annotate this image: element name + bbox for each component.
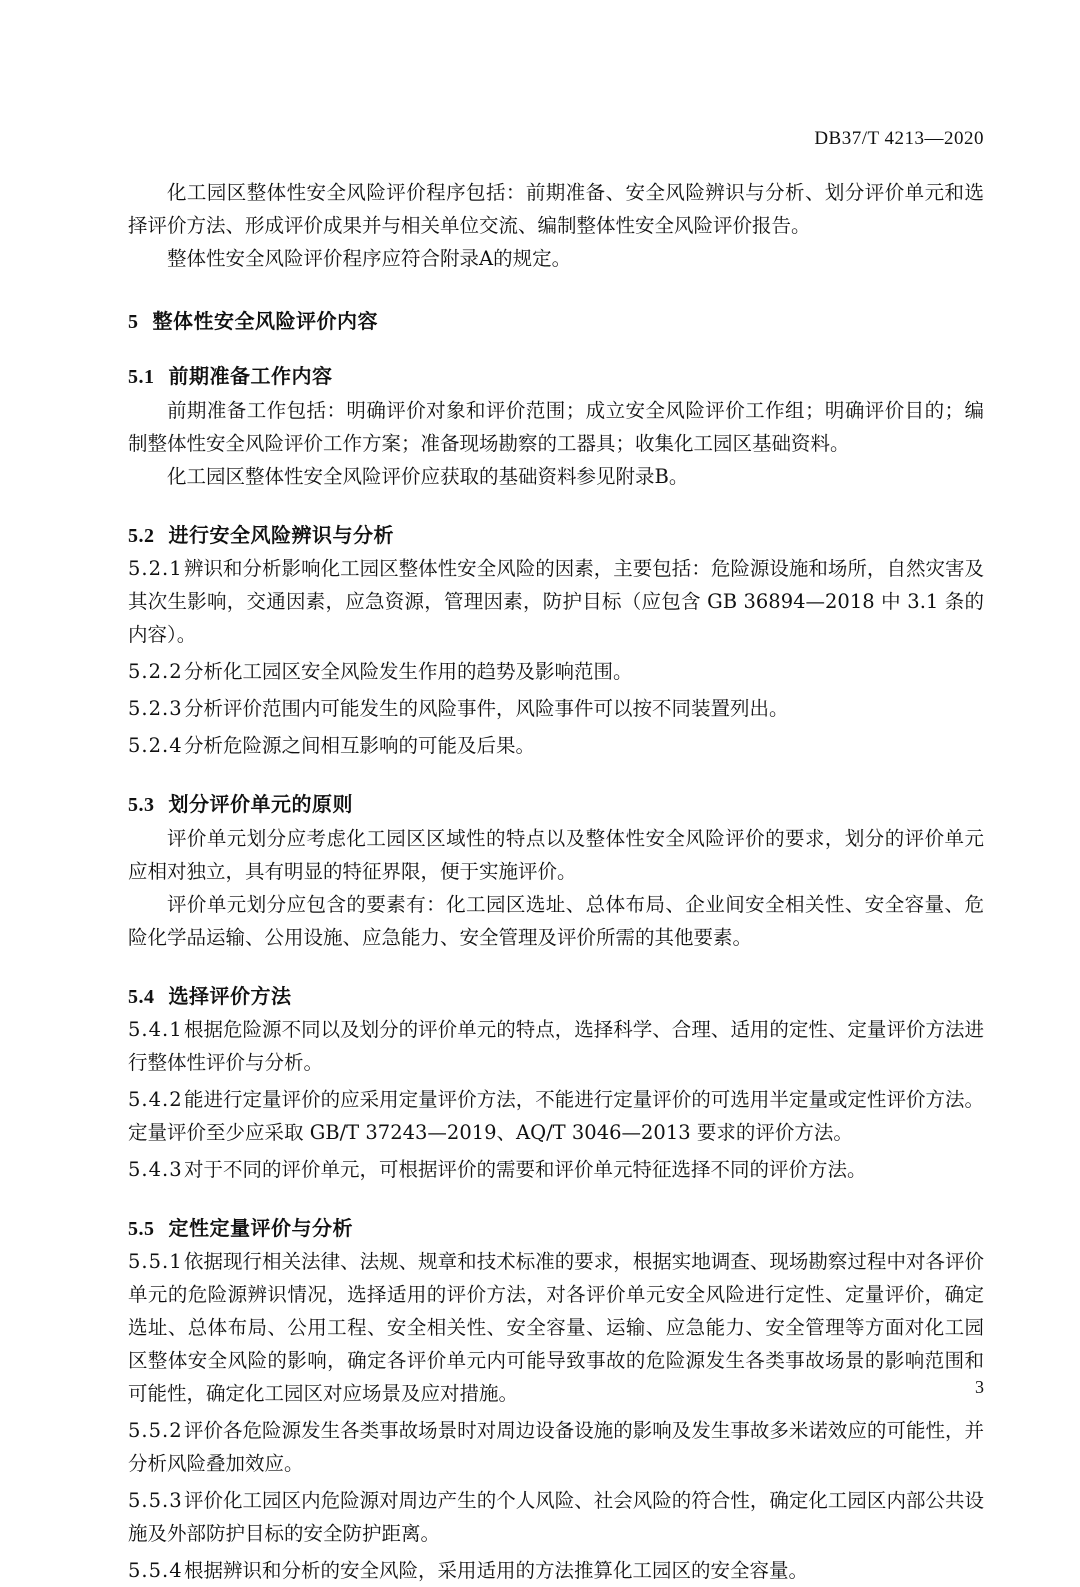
clause	[128, 1013, 984, 1079]
section-number-5-2: 5.2	[128, 525, 155, 547]
section-title-5-3: 划分评价单元的原则	[168, 792, 353, 816]
clause-text: 分析化工园区安全风险发生作用的趋势及影响范围。	[184, 660, 633, 683]
clause	[128, 729, 984, 762]
clause	[128, 1245, 984, 1410]
clause-number: 5.4.2	[128, 1088, 183, 1111]
clause-text: 根据辨识和分析的安全风险，采用适用的方法推算化工园区的安全容量。	[184, 1559, 809, 1582]
intro-paragraph-1: 化工园区整体性安全风险评价程序包括：前期准备、安全风险辨识与分析、划分评价单元和选择评价方法、形成评价成果并与相关单位交流、编制整体性安全风险评价报告。	[128, 181, 984, 237]
clause	[128, 552, 984, 651]
clause-number: 5.4.3	[128, 1158, 183, 1181]
section-heading-5-2	[128, 519, 984, 548]
clause	[128, 655, 984, 688]
clause	[128, 1083, 984, 1149]
clause-text: 评价化工园区内危险源对周边产生的个人风险、社会风险的符合性，确定化工园区内部公共设施及外部防护目标的安全防护距离。	[128, 1489, 984, 1545]
document-header: DB37/T 4213—2020	[814, 128, 984, 149]
paragraph: 评价单元划分应考虑化工园区区域性的特点以及整体性安全风险评价的要求，划分的评价单元应相对独立，具有明显的特征界限，便于实施评价。	[128, 827, 984, 883]
clause-text: 根据危险源不同以及划分的评价单元的特点，选择科学、合理、适用的定性、定量评价方法进行整体性评价与分析。	[128, 1018, 984, 1074]
section-heading-5-1	[128, 360, 984, 389]
section-5-1-body	[128, 394, 984, 493]
intro-paragraph-2: 整体性安全风险评价程序应符合附录A的规定。	[167, 247, 572, 270]
paragraph: 前期准备工作包括：明确评价对象和评价范围；成立安全风险评价工作组；明确评价目的；编制整体性安全风险评价工作方案；准备现场勘察的工器具；收集化工园区基础资料。	[128, 399, 984, 455]
clause	[128, 1484, 984, 1550]
section-title-5-2: 进行安全风险辨识与分析	[168, 523, 394, 547]
clause-text: 评价各危险源发生各类事故场景时对周边设备设施的影响及发生事故多米诺效应的可能性，并分析风险叠加效应。	[128, 1419, 984, 1475]
page-number: 3	[975, 1377, 984, 1397]
section-number-5: 5	[128, 311, 139, 333]
page-content	[128, 0, 984, 1587]
section-number-5-5: 5.5	[128, 1218, 155, 1240]
clause-number: 5.2.1	[128, 557, 183, 580]
clause-text: 依据现行相关法律、法规、规章和技术标准的要求，根据实地调查、现场勘察过程中对各评价单元的危险源辨识情况，选择适用的评价方法，对各评价单元安全风险进行定性、定量评价，确定选址、总体布局、公用工程、安全相关性、安全容量、运输、应急能力、安全管理等方面对化工园区整体安全风险的影响，确定各评价单元内可能导致事故的危险源发生各类事故场景的影响范围和可能性，确定化工园区对应场景及应对措施。	[128, 1250, 984, 1405]
clause	[128, 692, 984, 725]
clause-number: 5.5.4	[128, 1559, 183, 1582]
clause	[128, 1554, 984, 1587]
clause-number: 5.2.4	[128, 734, 183, 757]
clause-number: 5.5.3	[128, 1489, 183, 1512]
section-number-5-3: 5.3	[128, 794, 155, 816]
section-5-3-body	[128, 822, 984, 954]
section-title-5-1: 前期准备工作内容	[168, 364, 333, 388]
clause-number: 5.5.1	[128, 1250, 183, 1273]
clause-text: 对于不同的评价单元，可根据评价的需要和评价单元特征选择不同的评价方法。	[184, 1158, 867, 1181]
paragraph: 评价单元划分应包含的要素有：化工园区选址、总体布局、企业间安全相关性、安全容量、危险化学品运输、公用设施、应急能力、安全管理及评价所需的其他要素。	[128, 893, 984, 949]
section-heading-5-4	[128, 980, 984, 1009]
section-title-5-5: 定性定量评价与分析	[168, 1216, 353, 1240]
clause-text: 分析危险源之间相互影响的可能及后果。	[184, 734, 536, 757]
clause-text: 能进行定量评价的应采用定量评价方法，不能进行定量评价的可选用半定量或定性评价方法。定量评价至少应采取 GB/T 37243—2019、AQ/T 3046—2013 要求的评价方法。	[128, 1088, 984, 1144]
section-heading-5-3	[128, 788, 984, 817]
clause	[128, 1153, 984, 1186]
clause-number: 5.2.3	[128, 697, 183, 720]
clause-text: 分析评价范围内可能发生的风险事件，风险事件可以按不同装置列出。	[184, 697, 789, 720]
clause-text: 辨识和分析影响化工园区整体性安全风险的因素，主要包括：危险源设施和场所，自然灾害及其次生影响，交通因素，应急资源，管理因素，防护目标（应包含 GB 36894—2018 中 3.1 条的内容）。	[128, 557, 984, 646]
clause-number: 5.4.1	[128, 1018, 183, 1041]
clause-number: 5.2.2	[128, 660, 183, 683]
section-title-5-4: 选择评价方法	[168, 984, 292, 1008]
section-number-5-1: 5.1	[128, 366, 155, 388]
paragraph: 化工园区整体性安全风险评价应获取的基础资料参见附录B。	[167, 465, 689, 488]
clause-number: 5.5.2	[128, 1419, 183, 1442]
section-heading-5-5	[128, 1212, 984, 1241]
section-number-5-4: 5.4	[128, 986, 155, 1008]
section-title-5: 整体性安全风险评价内容	[152, 309, 378, 333]
clause	[128, 1414, 984, 1480]
section-heading-5	[128, 305, 984, 334]
intro-block	[128, 176, 984, 275]
